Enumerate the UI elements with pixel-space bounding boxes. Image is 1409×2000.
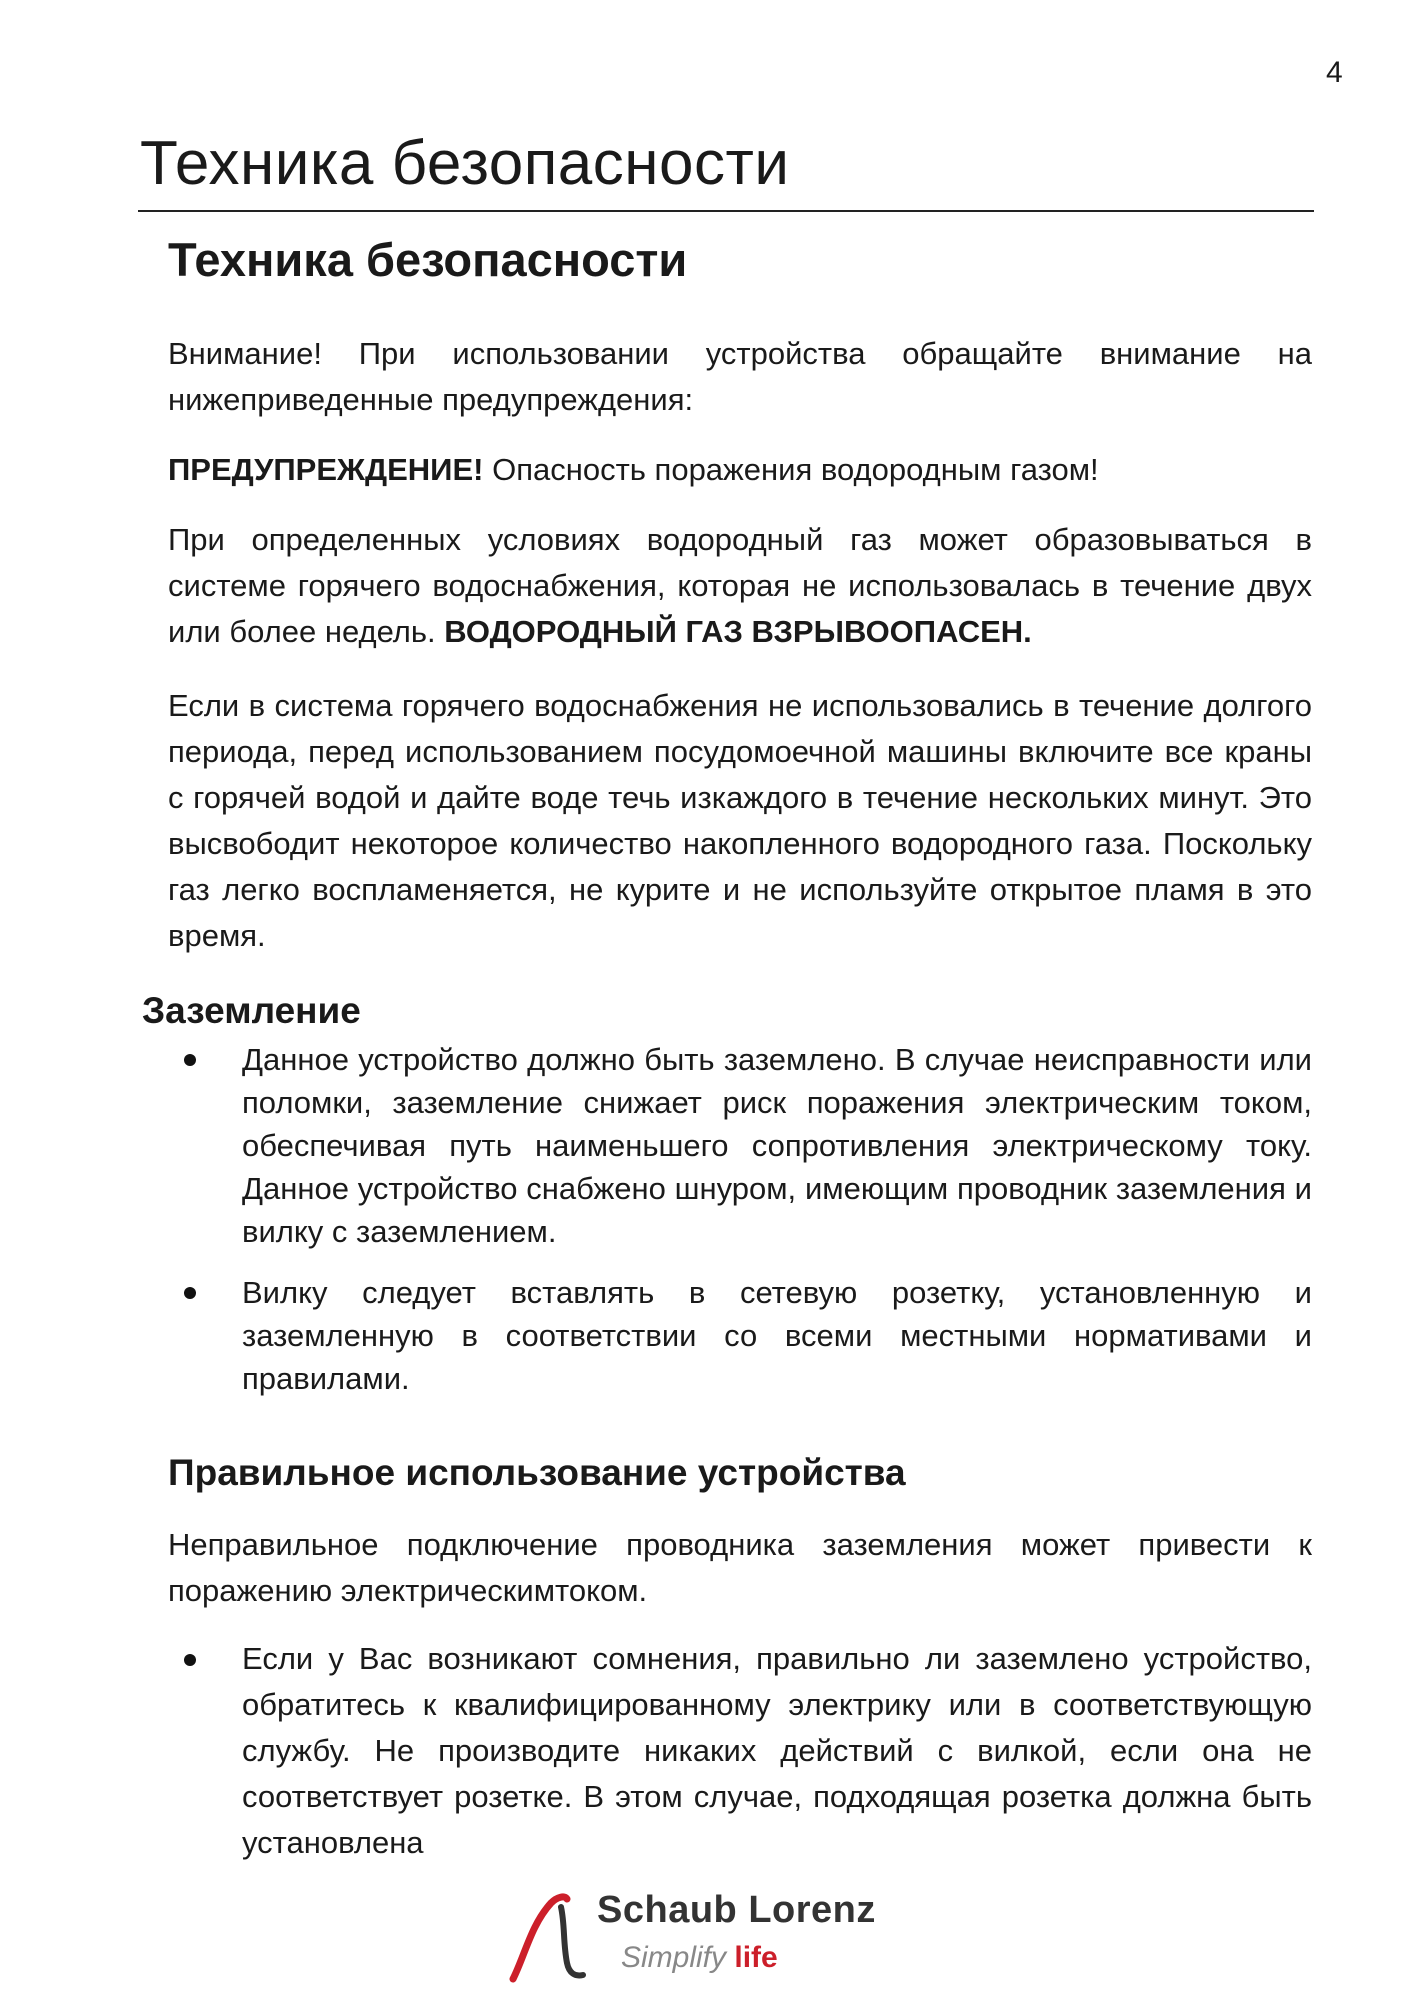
list-item (172, 1038, 1312, 1253)
grounding-title: Заземление (142, 990, 361, 1031)
brand-name (597, 1889, 876, 1932)
page-number: 4 (1326, 56, 1343, 89)
list-item (172, 1636, 1312, 1866)
brand-tagline-accent: life (734, 1941, 778, 1974)
brand-tagline-text: Simplify (621, 1941, 727, 1974)
list-item-text: Данное устройство должно быть заземлено. В случае неисправности или поломки, заземление снижает риск поражения электрическим током, обеспечивая путь наименьшего сопротивления электрическому току. Данное устройство снабжено шнуром, имеющим проводник заземления и вилку с заземлением. (242, 1042, 1312, 1249)
intro-paragraph: Внимание! При использовании устройства обращайте внимание на нижеприведенные предупреждения: (168, 336, 1312, 417)
proper-use-paragraph: Неправильное подключение проводника заземления может привести к поражению электрическимтоком. (168, 1527, 1312, 1608)
brand-name-second: Lorenz (748, 1889, 876, 1931)
title-divider (138, 210, 1314, 212)
list-item (172, 1271, 1312, 1400)
hydrogen-instructions: Если в система горячего водоснабжения не использовались в течение долгого периода, перед использованием посудомоечной машины включите все краны с горячей водой и дайте воде течь изкаждого в течение нескольких минут. Это высвободит некоторое количество накопленного водородного газа. Поскольку газ легко воспламеняется, не курите и не используйте открытое пламя в это время. (168, 688, 1312, 953)
brand-logo-mark-icon (505, 1885, 595, 1985)
brand-logo (505, 1885, 925, 1985)
bullet-icon (184, 1287, 196, 1299)
grounding-section (168, 1038, 1312, 1866)
brand-tagline (621, 1941, 778, 1975)
warning-paragraph (168, 447, 1312, 493)
hydrogen-bold-warning: ВОДОРОДНЫЙ ГАЗ ВЗРЫВООПАСЕН. (444, 614, 1032, 649)
bullet-icon (184, 1054, 196, 1066)
list-item-text: Вилку следует вставлять в сетевую розетку, установленную и заземленную в соответствии со всеми местными нормативами и правилами. (242, 1275, 1312, 1396)
warning-label: ПРЕДУПРЕЖДЕНИЕ! (168, 452, 484, 487)
grounding-list (172, 1038, 1312, 1400)
page-title: Техника безопасности (140, 129, 790, 198)
section-title: Техника безопасности (168, 233, 688, 286)
proper-use-list (172, 1636, 1312, 1866)
main-content (168, 228, 1312, 959)
brand-name-first: Schaub (597, 1889, 738, 1931)
warning-text: Опасность поражения водородным газом! (483, 452, 1099, 487)
proper-use-title: Правильное использование устройства (168, 1452, 906, 1493)
hydrogen-text: При определенных условиях водородный газ может образовываться в системе горячего водоснабжения, которая не использовалась в течение двух или более недель. (168, 522, 1312, 649)
bullet-icon (184, 1654, 196, 1666)
hydrogen-paragraph (168, 517, 1312, 655)
list-item-text: Если у Вас возникают сомнения, правильно ли заземлено устройство, обратитесь к квалифицированному электрику или в соответствующую службу. Не производите никаких действий с вилкой, если она не соответствует розетке. В этом случае, подходящая розетка должна быть установлена (242, 1641, 1312, 1860)
